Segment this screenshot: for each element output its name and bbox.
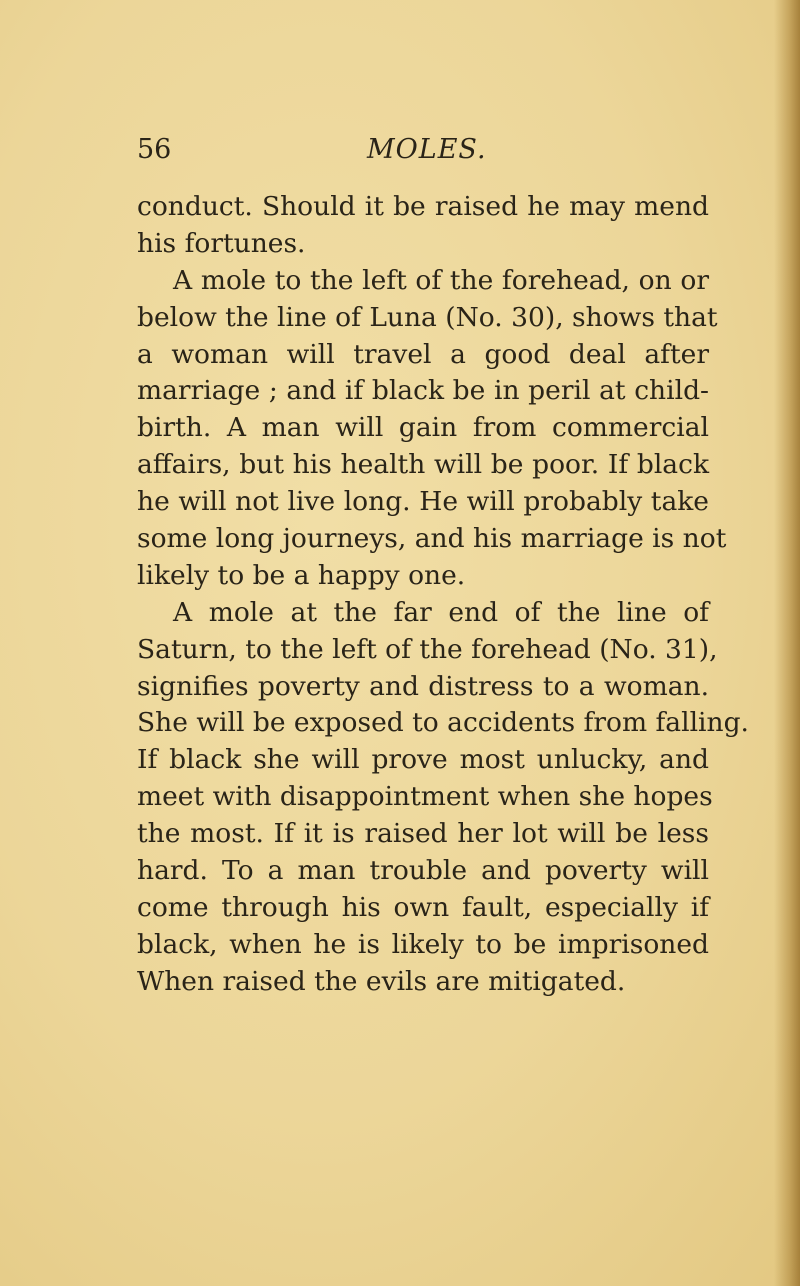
text-line: come through his own fault, especially if [137, 891, 709, 923]
page-number: 56 [137, 134, 172, 165]
text-line: conduct. Should it be raised he may mend [137, 191, 709, 222]
text-line: the most. If it is raised her lot will be less [137, 818, 709, 850]
text-line: meet with disappointment when she hopes [137, 781, 713, 813]
text-line: affairs, but his health will be poor. If black [137, 449, 709, 481]
body-text [137, 189, 749, 1001]
running-title: MOLES. [367, 134, 487, 165]
text-line: She will be exposed to accidents from falling. [137, 707, 749, 739]
text-line: Saturn, to the left of the forehead (No. 31), [137, 633, 718, 665]
text-line: a woman will travel a good deal after [137, 338, 709, 370]
text-line: When raised the evils are mitigated. [137, 965, 626, 997]
text-line: some long journeys, and his marriage is not [137, 523, 727, 555]
text-line: signifies poverty and distress to a woman. [137, 670, 709, 702]
text-line: birth. A man will gain from commercial [137, 412, 709, 444]
text-line: he will not live long. He will probably take [137, 486, 709, 518]
text-line: hard. To a man trouble and poverty will [137, 855, 709, 887]
text-line: If black she will prove most unlucky, and [137, 744, 709, 776]
text-line: his fortunes. [137, 227, 306, 259]
page-header [137, 130, 697, 170]
paragraph-start-line: A mole at the far end of the line of [173, 596, 709, 628]
page-edge-shadow [774, 0, 800, 1286]
text-line: below the line of Luna (No. 30), shows that [137, 301, 718, 333]
text-line: marriage ; and if black be in peril at child- [137, 375, 709, 407]
text-line: black, when he is likely to be imprisoned [137, 928, 709, 960]
text-line: likely to be a happy one. [137, 559, 466, 591]
paragraph-start-line: A mole to the left of the forehead, on or [173, 264, 709, 296]
